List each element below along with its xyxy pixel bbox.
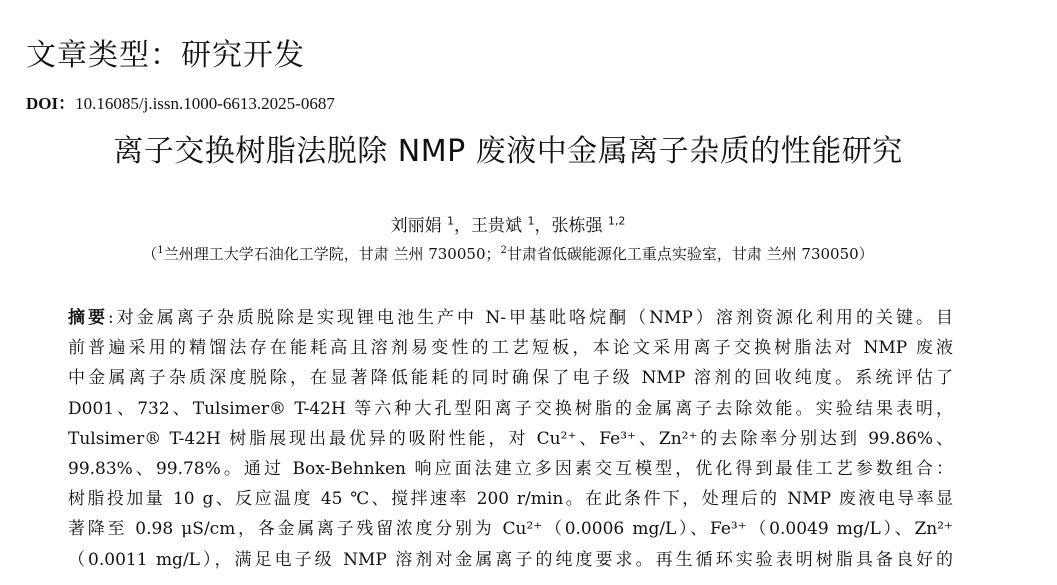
affiliation-open-paren: （ (142, 245, 158, 263)
abstract-line: 99.83%、99.78%。通过 Box-Behnken 响应面法建立多因素交互模型，优化得到最佳工艺参数组合： (68, 458, 953, 479)
author-affiliation-mark: 1 (447, 214, 455, 228)
abstract-line: D001、732、Tulsimer® T-42H 等六种大孔型阳离子交换树脂的金属离子去除效能。实验结果表明， (68, 398, 953, 419)
abstract (68, 303, 953, 575)
doi-label: DOI： (26, 94, 76, 113)
author-affiliation-mark: 1,2 (607, 214, 626, 228)
author-name: 刘丽娟 (390, 216, 442, 236)
abstract-line: Tulsimer® T-42H 树脂展现出最优异的吸附性能，对 Cu²⁺、Fe³⁺、Zn²⁺的去除率分别达到 99.86%、 (68, 428, 953, 449)
doi-line (26, 89, 335, 114)
author-separator: ， (454, 216, 472, 236)
author-separator: ， (534, 216, 552, 236)
author-name: 王贵斌 (471, 216, 523, 236)
abstract-line: （0.0011 mg/L），满足电子级 NMP 溶剂对金属离子的纯度要求。再生循环实验表明树脂具备良好的 (68, 549, 953, 570)
affiliation-mark: 2 (500, 245, 507, 256)
abstract-line (68, 303, 953, 333)
doi-value[interactable]: 10.16085/j.issn.1000-6613.2025-0687 (75, 94, 335, 113)
article-type-heading: 文章类型：研究开发 (26, 38, 305, 73)
affiliation-2: 甘肃省低碳能源化工重点实验室，甘肃 兰州 730050） (506, 245, 874, 263)
abstract-line: 树脂投加量 10 g、反应温度 45 ℃、搅拌速率 200 r/min。在此条件下，处理后的 NMP 废液电导率显 (68, 489, 953, 510)
paper-title: 离子交换树脂法脱除 NMP 废液中金属离子杂质的性能研究 (113, 134, 903, 169)
affiliation-mark: 1 (157, 245, 164, 256)
abstract-line: 著降至 0.98 μS/cm，各金属离子残留浓度分别为 Cu²⁺（0.0006 mg/L）、Fe³⁺（0.0049 mg/L）、Zn²⁺ (68, 519, 953, 540)
author-name: 张栋强 (551, 216, 603, 236)
abstract-line: 前普遍采用的精馏法存在能耗高且溶剂易变性的工艺短板，本论文采用离子交换树脂法对 NMP 废液 (68, 338, 953, 359)
abstract-text: :对金属离子杂质脱除是实现锂电池生产中 N-甲基吡咯烷酮（NMP）溶剂资源化利用的关键。目 (108, 308, 953, 328)
affiliation-1: 兰州理工大学石油化工学院，甘肃 兰州 730050； (163, 245, 501, 263)
author-affiliation-mark: 1 (527, 214, 535, 228)
abstract-line: 中金属离子杂质深度脱除，在显著降低能耗的同时确保了电子级 NMP 溶剂的回收纯度。系统评估了 (68, 368, 953, 389)
affiliations (0, 243, 1016, 264)
author-list (0, 211, 1016, 236)
abstract-label: 摘要 (68, 308, 109, 328)
